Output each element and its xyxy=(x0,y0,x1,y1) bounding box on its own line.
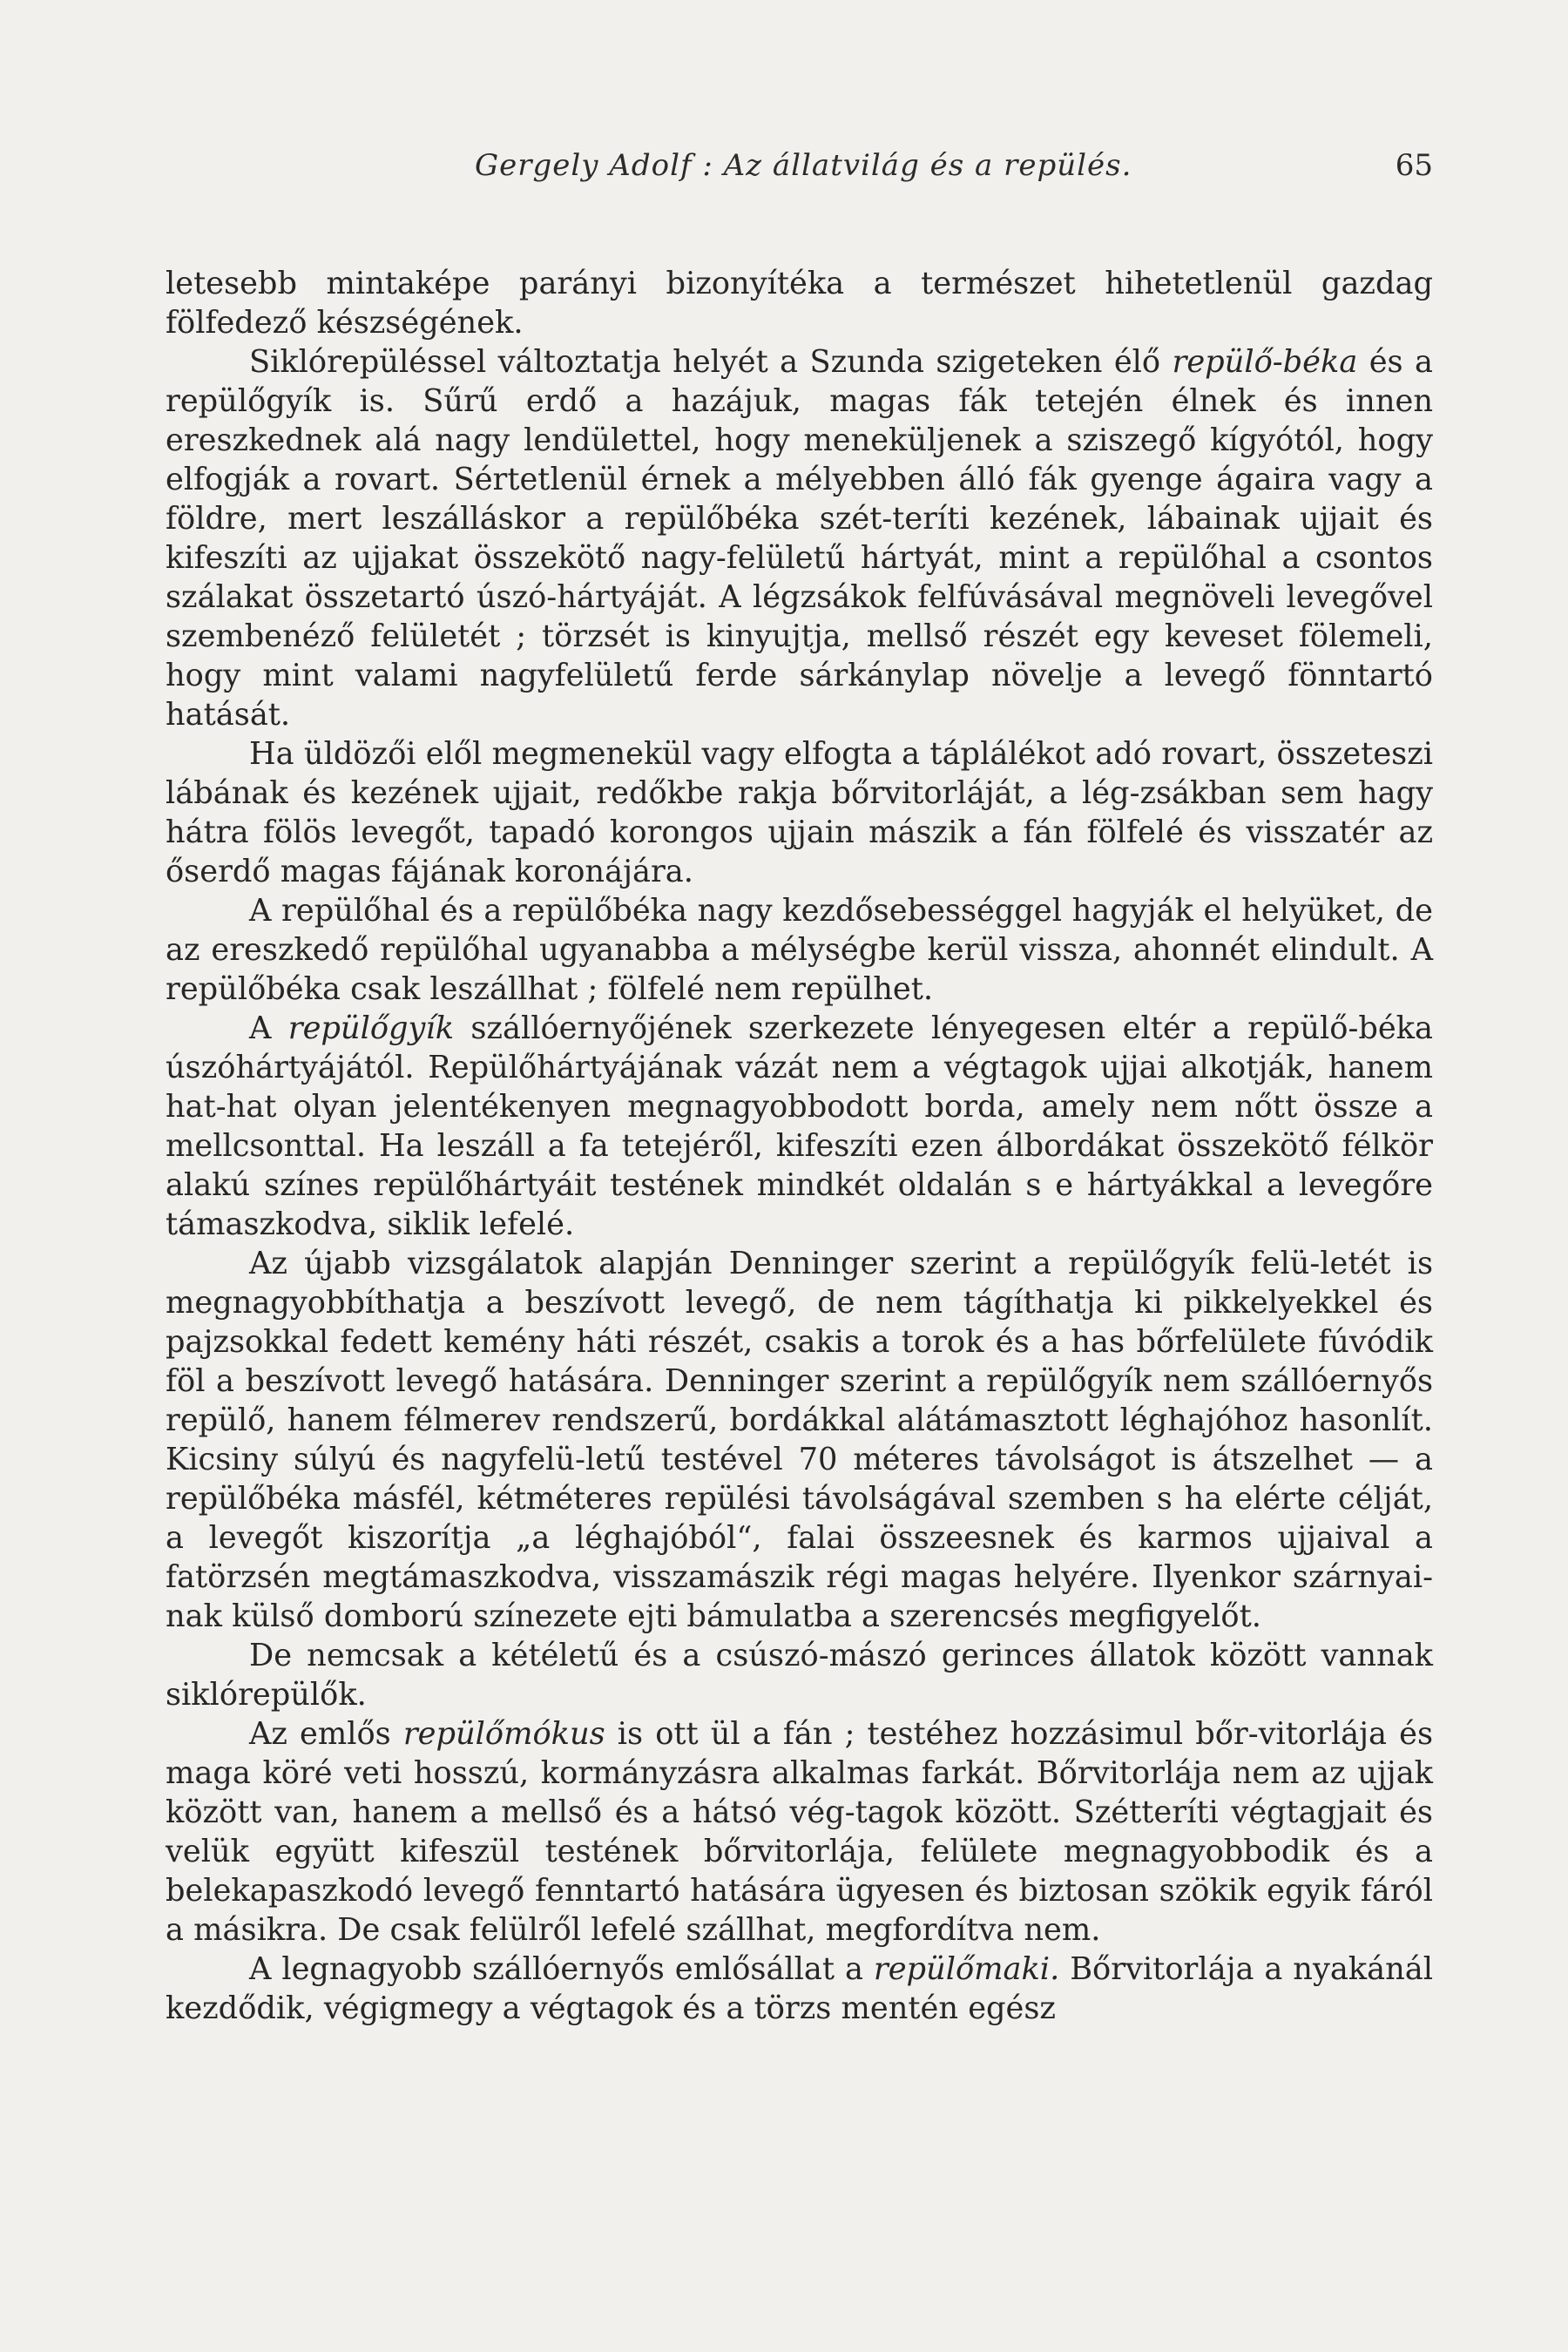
body-text xyxy=(166,264,1433,2028)
paragraph xyxy=(166,734,1433,891)
text-run: A xyxy=(249,1010,288,1046)
italic-term: repülőmaki. xyxy=(873,1951,1060,1987)
paragraph xyxy=(166,891,1433,1009)
text-run: Ha üldözői elől megmenekül vagy elfogta a táplálékot adó rovart, összeteszi lábának és kezének ujjait, redőkbe rakja bőrvitorláját, a lég-zsákban sem hagy hátra fölös levegőt, tapadó korongos ujjain mászik a fán fölfelé és visszatér az őserdő magas fájának koronájára. xyxy=(166,736,1433,889)
paragraph xyxy=(166,1636,1433,1714)
running-head xyxy=(166,148,1433,192)
text-run: szállóernyőjének szerkezete lényegesen eltér a repülő-béka úszóhártyájától. Repülőhártyájának vázát nem a végtagok ujjai alkotják, hanem hat-hat olyan jelentékenyen megnagyobbodott borda, amely nem nőtt össze a mellcsonttal. Ha leszáll a fa tetejéről, kifeszíti ezen álbordákat összekötő félkör alakú színes repülőhártyáit testének mindkét oldalán s e hártyákkal a levegőre támaszkodva, siklik lefelé. xyxy=(166,1010,1433,1242)
text-run: De nemcsak a kétéletű és a csúszó-mászó gerinces állatok között vannak siklórepülők. xyxy=(166,1638,1433,1713)
text-run: A repülőhal és a repülőbéka nagy kezdősebességgel hagyják el helyüket, de az ereszkedő repülőhal ugyanabba a mélységbe kerül vissza, ahonnét elindult. A repülőbéka csak leszállhat ; fölfelé nem repülhet. xyxy=(166,893,1433,1007)
text-run: A legnagyobb szállóernyős emlősállat a xyxy=(249,1951,874,1987)
paragraph xyxy=(166,1244,1433,1636)
text-run: Siklórepüléssel változtatja helyét a Szunda szigeteken élő xyxy=(249,344,1173,380)
running-title: Gergely Adolf : Az állatvilág és a repülés. xyxy=(475,148,1132,183)
text-run: is ott ül a fán ; testéhez hozzásimul bőr-vitorlája és maga köré veti hosszú, kormányzásra alkalmas farkát. Bőrvitorlája nem az ujjak között van, hanem a mellső és a hátsó vég-tagok között. Szétteríti végtagjait és velük együtt kifeszül testének bőrvitorlája, felülete megnagyobbodik és a belekapaszkodó levegő fenntartó hatására ügyesen és biztosan szökik egyik fáról a másikra. De csak felülről lefelé szállhat, megfordítva nem. xyxy=(166,1716,1434,1948)
text-run: Bőrvitorlája a nyakánál kezdődik, végigmegy a végtagok és a törzs mentén egész xyxy=(166,1951,1433,2026)
text-run: letesebb mintaképe parányi bizonyítéka a természet hihetetlenül gazdag fölfedező készségének. xyxy=(166,266,1433,341)
italic-term: repülőmókus xyxy=(402,1716,605,1752)
text-run: Az emlős xyxy=(249,1716,403,1752)
paragraph xyxy=(166,1950,1433,2028)
paragraph xyxy=(166,1714,1433,1950)
text-run: Az újabb vizsgálatok alapján Denninger szerint a repülőgyík felü-letét is megnagyobbíthatja a beszívott levegő, de nem tágíthatja ki pikkelyekkel és pajzsokkal fedett kemény háti részét, csakis a torok és a has bőrfelülete fúvódik föl a beszívott levegő hatására. Denninger szerint a repülőgyík nem szállóernyős repülő, hanem félmerev rendszerű, bordákkal alátámasztott léghajóhoz hasonlít. Kicsiny súlyú és nagyfelü-letű testével 70 méteres távolságot is átszelhet — a repülőbéka másfél, kétméteres repülési távolságával szemben s ha elérte célját, a levegőt kiszorítja „a léghajóból“, falai összeesnek és karmos ujjaival a fatörzsén megtámaszkodva, visszamászik régi magas helyére. Ilyenkor szárnyai-nak külső domború színezete ejti bámulatba a szerencsés megfigyelőt. xyxy=(166,1246,1433,1634)
paragraph xyxy=(166,342,1433,734)
paragraph xyxy=(166,1009,1433,1244)
italic-term: repülő-béka xyxy=(1172,344,1358,380)
paragraph xyxy=(166,264,1433,342)
italic-term: repülőgyík xyxy=(287,1010,455,1046)
text-run: és a repülőgyík is. Sűrű erdő a hazájuk, magas fák tetején élnek és innen ereszkednek alá nagy lendülettel, hogy meneküljenek a sziszegő kígyótól, hogy elfogják a rovart. Sértetlenül érnek a mélyebben álló fák gyenge ágaira vagy a földre, mert leszálláskor a repülőbéka szét-teríti kezének, lábainak ujjait és kifeszíti az ujjakat összekötő nagy-felületű hártyát, mint a repülőhal a csontos szálakat összetartó úszó-hártyáját. A légzsákok felfúvásával megnöveli levegővel szembenéző felületét ; törzsét is kinyujtja, mellső részét egy keveset fölemeli, hogy mint valami nagyfelületű ferde sárkánylap növelje a levegő fönntartó hatását. xyxy=(166,344,1433,733)
page-number: 65 xyxy=(1395,148,1433,183)
